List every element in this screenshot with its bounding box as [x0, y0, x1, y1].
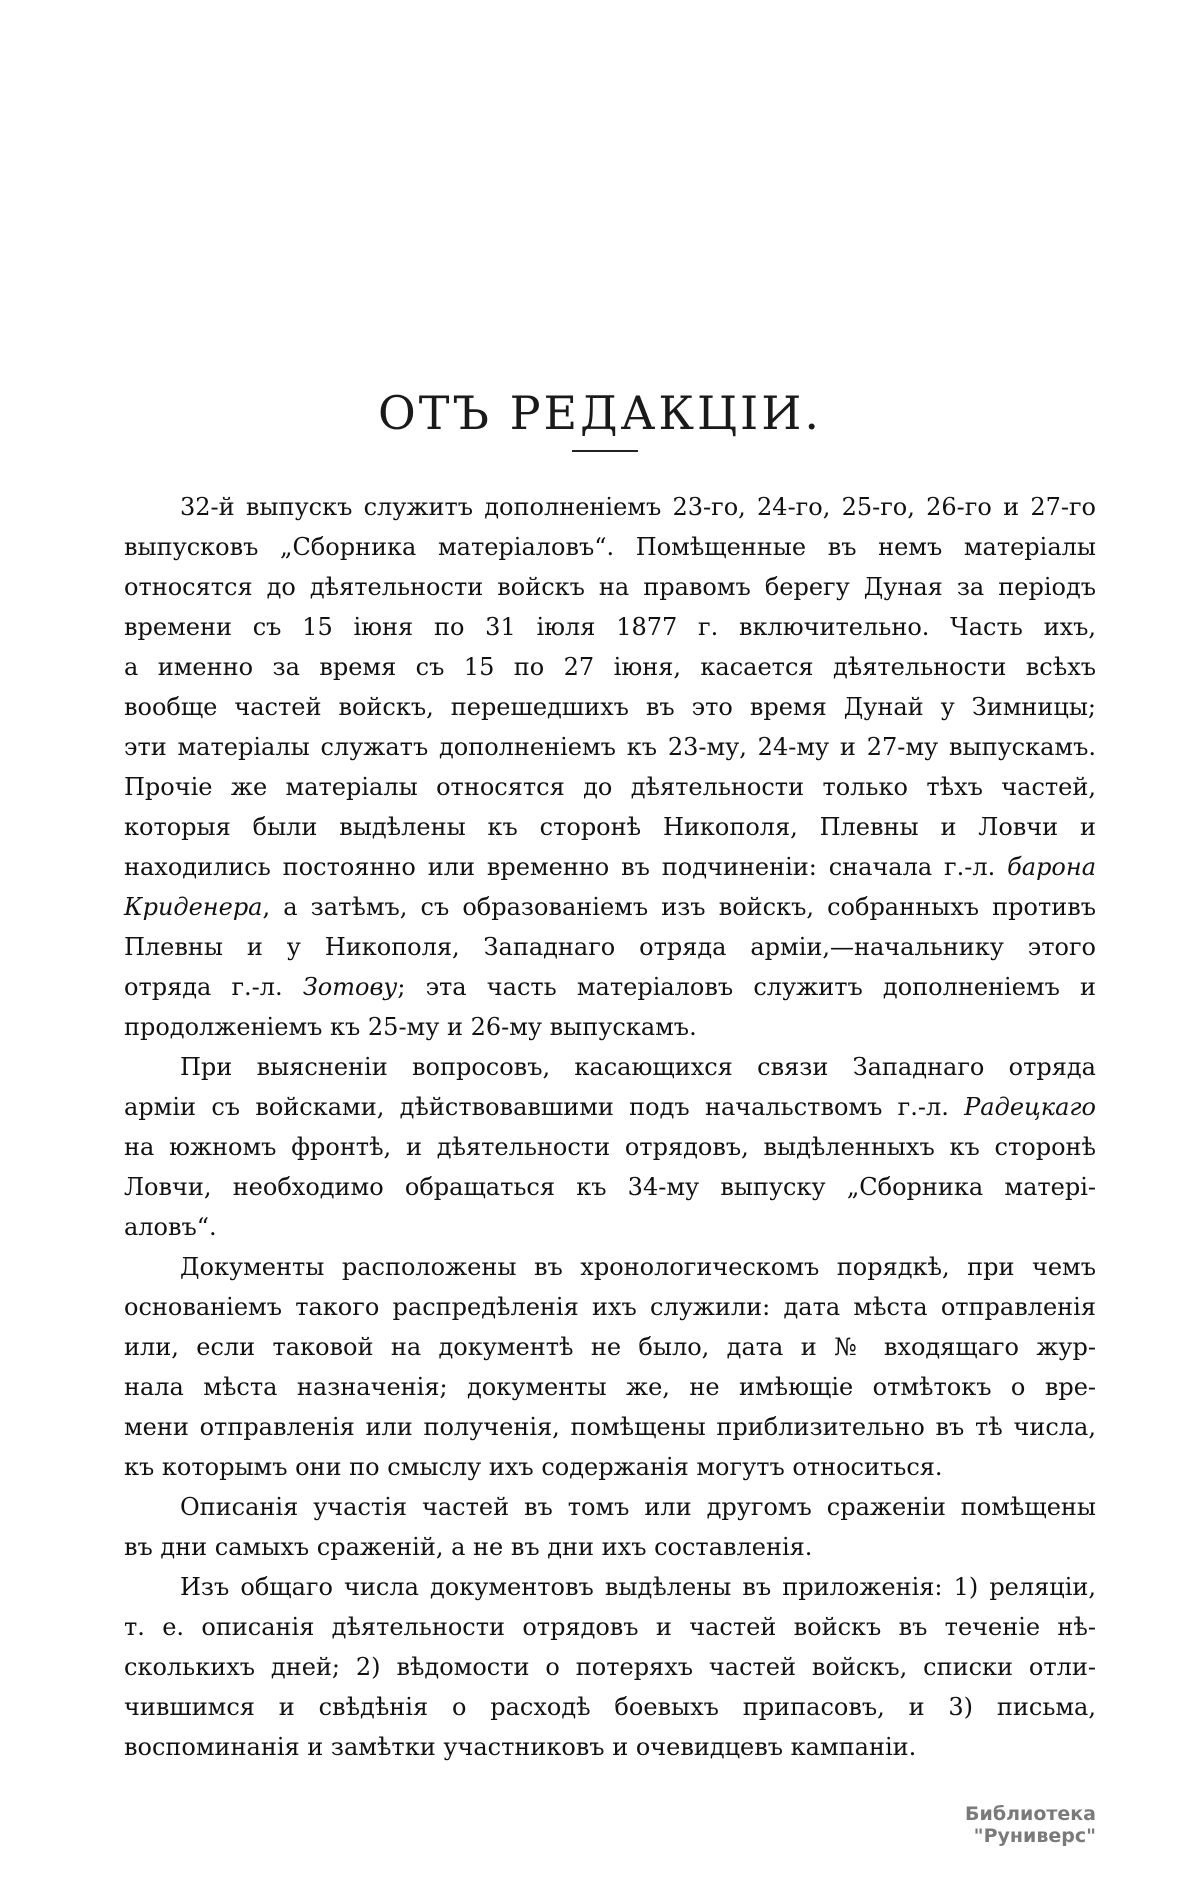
text-line — [124, 927, 1096, 967]
text-segment: Прочіе же матеріалы относятся до дѣятельности только тѣхъ частей, — [124, 773, 1096, 801]
text-line — [124, 967, 1096, 1007]
body-text — [124, 487, 1096, 1767]
library-watermark: Библиотека "Руниверс" — [965, 1803, 1096, 1847]
text-line — [124, 1087, 1096, 1127]
text-segment: выпусковъ „Сборника матеріаловъ“. Помѣщенные въ немъ матеріалы — [124, 533, 1096, 561]
text-line — [124, 1167, 1096, 1207]
text-line — [124, 607, 1096, 647]
italic-name: Радецкаго — [964, 1093, 1096, 1121]
text-line — [124, 1207, 1096, 1247]
text-line — [124, 1527, 1096, 1567]
text-segment: Изъ общаго числа документовъ выдѣлены въ приложенія: 1) реляціи, — [180, 1573, 1096, 1601]
paragraph — [124, 1567, 1096, 1767]
text-segment: вообще частей войскъ, перешедшихъ въ это время Дунай у Зимницы; — [124, 693, 1096, 721]
paragraph — [124, 487, 1096, 1047]
paragraph — [124, 1487, 1096, 1567]
text-line — [124, 847, 1096, 887]
text-line — [124, 567, 1096, 607]
text-line — [124, 807, 1096, 847]
text-segment: а именно за время съ 15 по 27 іюня, касается дѣятельности всѣхъ — [124, 653, 1096, 681]
title-divider — [572, 450, 638, 452]
text-segment: чившимся и свѣдѣнія о расходѣ боевыхъ припасовъ, и 3) письма, — [124, 1693, 1096, 1721]
text-segment: относятся до дѣятельности войскъ на правомъ берегу Дуная за періодъ — [124, 573, 1096, 601]
italic-name: Зотову — [302, 973, 398, 1001]
text-line — [124, 1247, 1096, 1287]
text-line — [124, 1727, 1096, 1767]
paragraph — [124, 1047, 1096, 1247]
text-segment: арміи съ войсками, дѣйствовавшими подъ начальствомъ г.-л. — [124, 1093, 965, 1121]
paragraph — [124, 1247, 1096, 1487]
text-line — [124, 687, 1096, 727]
text-segment: воспоминанія и замѣтки участниковъ и очевидцевъ кампаніи. — [124, 1733, 917, 1761]
page-title: ОТЪ РЕДАКЦІИ. — [378, 385, 822, 440]
text-segment: отряда г.-л. — [124, 973, 303, 1001]
text-segment: т. е. описанія дѣятельности отрядовъ и частей войскъ въ теченіе нѣ- — [124, 1613, 1096, 1641]
text-segment: При выясненіи вопросовъ, касающихся связи Западнаго отряда — [180, 1053, 1096, 1081]
text-line — [124, 887, 1096, 927]
text-line — [124, 1567, 1096, 1607]
text-line — [124, 1407, 1096, 1447]
text-segment: основаніемъ такого распредѣленія ихъ служили: дата мѣста отправленія — [124, 1293, 1096, 1321]
text-line — [124, 767, 1096, 807]
italic-name: барона — [1007, 853, 1096, 881]
text-segment: сколькихъ дней; 2) вѣдомости о потеряхъ частей войскъ, списки отли- — [124, 1653, 1096, 1681]
text-segment: на южномъ фронтѣ, и дѣятельности отрядовъ, выдѣленныхъ къ сторонѣ — [124, 1133, 1096, 1161]
text-segment: аловъ“. — [124, 1213, 217, 1241]
text-line — [124, 1647, 1096, 1687]
text-line — [124, 1687, 1096, 1727]
text-segment: Плевны и у Никополя, Западнаго отряда арміи,—начальнику этого — [124, 933, 1096, 961]
text-line — [124, 647, 1096, 687]
italic-name: Криденера — [124, 893, 263, 921]
text-line — [124, 1327, 1096, 1367]
text-line — [124, 1007, 1096, 1047]
text-segment: или, если таковой на документѣ не было, дата и № входящаго жур- — [124, 1333, 1096, 1361]
text-segment: которыя были выдѣлены къ сторонѣ Никополя, Плевны и Ловчи и — [124, 813, 1096, 841]
text-segment: эти матеріалы служатъ дополненіемъ къ 23-му, 24-му и 27-му выпускамъ. — [124, 733, 1096, 761]
text-segment: въ дни самыхъ сраженій, а не въ дни ихъ составленія. — [124, 1533, 813, 1561]
text-line — [124, 727, 1096, 767]
text-line — [124, 1367, 1096, 1407]
text-line — [124, 1487, 1096, 1527]
text-line — [124, 527, 1096, 567]
text-line — [124, 1127, 1096, 1167]
text-segment: мени отправленія или полученія, помѣщены приблизительно въ тѣ числа, — [124, 1413, 1096, 1441]
text-line — [124, 487, 1096, 527]
text-segment: , а затѣмъ, съ образованіемъ изъ войскъ, собранныхъ противъ — [262, 893, 1096, 921]
text-segment: 32-й выпускъ служитъ дополненіемъ 23-го, 24-го, 25-го, 26-го и 27-го — [180, 493, 1096, 521]
text-segment: Документы расположены въ хронологическомъ порядкѣ, при чемъ — [180, 1253, 1096, 1281]
text-line — [124, 1447, 1096, 1487]
text-segment: находились постоянно или временно въ подчиненіи: сначала г.-л. — [124, 853, 1008, 881]
text-line — [124, 1607, 1096, 1647]
text-line — [124, 1287, 1096, 1327]
text-segment: Описанія участія частей въ томъ или другомъ сраженіи помѣщены — [180, 1493, 1096, 1521]
text-segment: нала мѣста назначенія; документы же, не имѣющіе отмѣтокъ о вре- — [124, 1373, 1096, 1401]
text-segment: ; эта часть матеріаловъ служитъ дополненіемъ и — [397, 973, 1096, 1001]
text-segment: времени съ 15 іюня по 31 іюля 1877 г. включительно. Часть ихъ, — [124, 613, 1096, 641]
text-segment: Ловчи, необходимо обращаться къ 34-му выпуску „Сборника матері- — [124, 1173, 1096, 1201]
text-segment: къ которымъ они по смыслу ихъ содержанія могутъ относиться. — [124, 1453, 943, 1481]
text-line — [124, 1047, 1096, 1087]
text-segment: продолженіемъ къ 25-му и 26-му выпускамъ. — [124, 1013, 697, 1041]
